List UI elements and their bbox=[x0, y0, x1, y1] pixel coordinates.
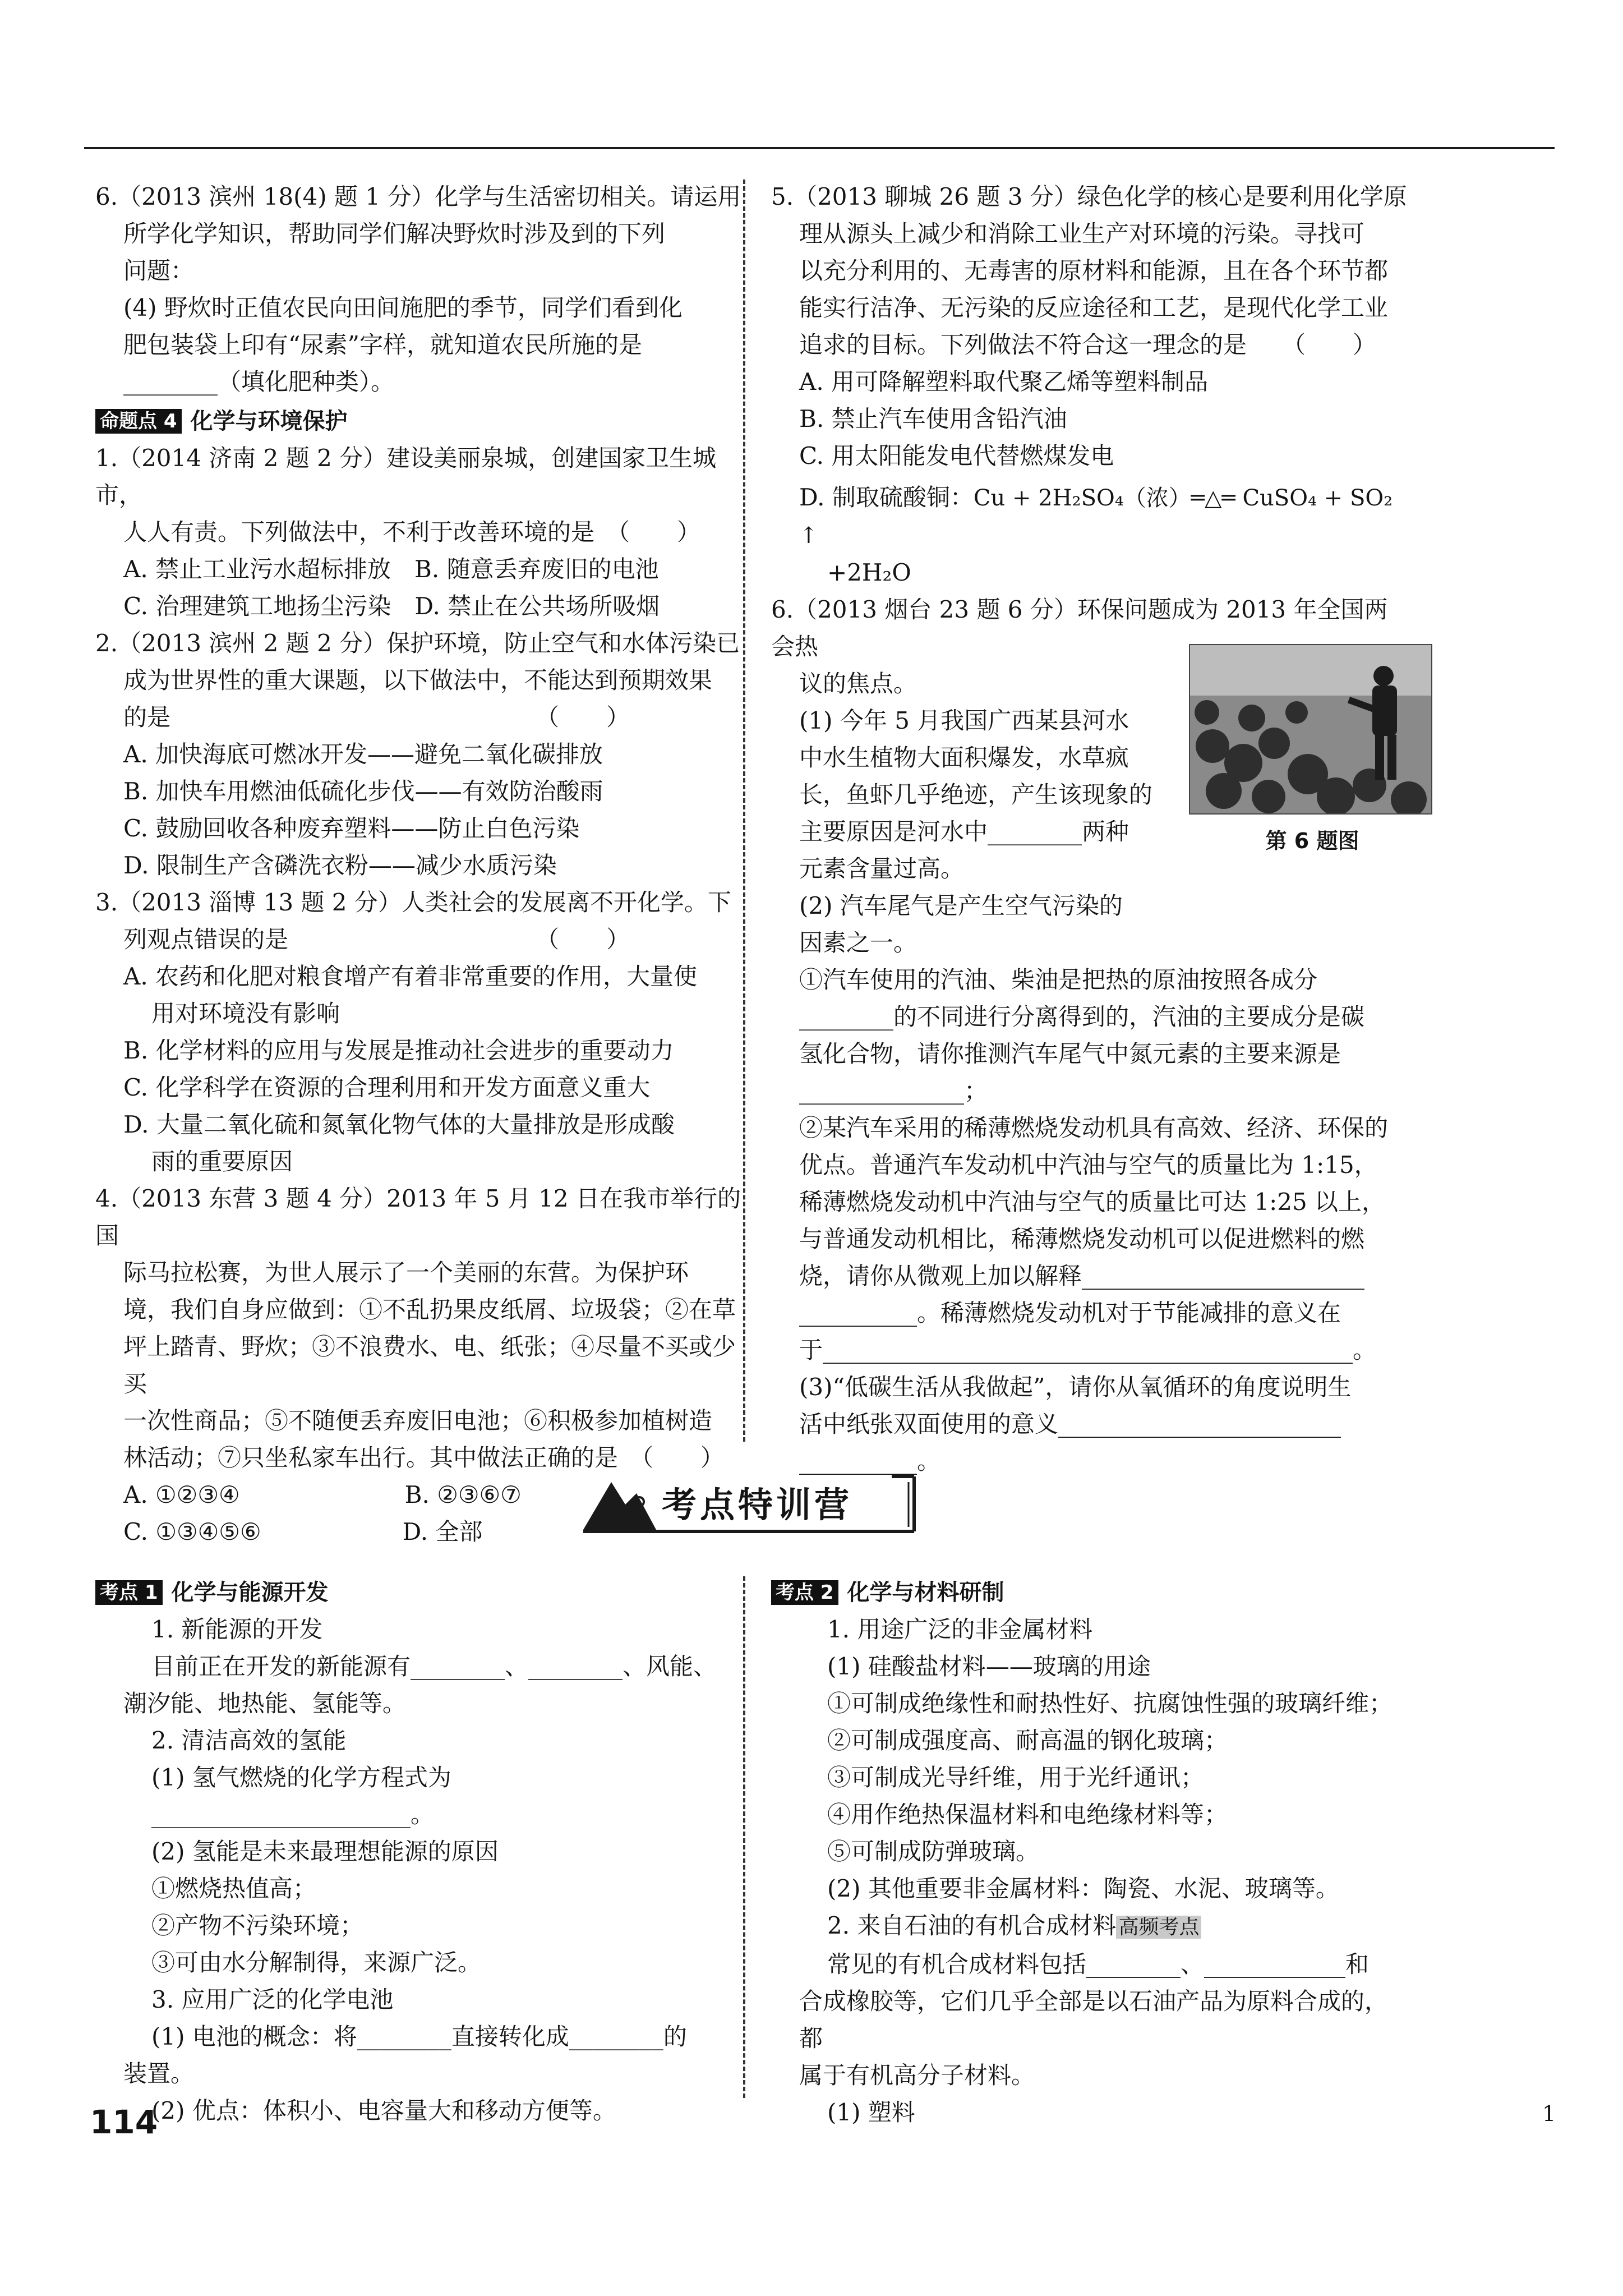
text-line: (2) 氢能是未来最理想能源的原因 bbox=[151, 1838, 499, 1865]
text-line: 长，鱼虾几乎绝迹，产生该现象的 bbox=[799, 781, 1153, 808]
text-line: (3)“低碳生活从我做起”，请你从氧循环的角度说明生 bbox=[799, 1373, 1352, 1401]
text-line: 烧，请你从微观上加以解释________________________ bbox=[799, 1262, 1365, 1290]
text-line: 肥包装袋上印有“尿素”字样，就知道农民所施的是 bbox=[123, 331, 642, 358]
text-line: ______________； bbox=[799, 1077, 988, 1105]
option-d-prefix: D. 制取硫酸铜： bbox=[799, 484, 974, 511]
text-line: 雨的重要原因 bbox=[151, 1148, 293, 1175]
text-line: 以充分利用的、无毒害的原材料和能源，且在各个环节都 bbox=[799, 257, 1389, 284]
text-line: 属于有机高分子材料。 bbox=[799, 2062, 1035, 2089]
text-line: (2) 优点：体积小、电容量大和移动方便等。 bbox=[151, 2097, 616, 2124]
text-line: 2.（2013 滨州 2 题 2 分）保护环境，防止空气和水体污染已 bbox=[95, 629, 740, 657]
text-line: (1) 今年 5 月我国广西某县河水 bbox=[799, 707, 1129, 734]
question-6-body bbox=[771, 961, 1410, 1480]
chemical-equation: Cu + 2H₂SO₄（浓）═△═ CuSO₄ + SO₂ ↑ bbox=[799, 485, 1393, 549]
text-line: 林活动；⑦只坐私家车出行。其中做法正确的是 （ ） bbox=[123, 1444, 725, 1471]
text-line: 装置。 bbox=[123, 2060, 195, 2087]
question-5 bbox=[771, 178, 1410, 475]
text-line: A. 禁止工业污水超标排放 B. 随意丢弃废旧的电池 bbox=[123, 555, 659, 583]
text-line: 于_____________________________________________。 bbox=[799, 1336, 1377, 1364]
text-line: C. 鼓励回收各种废弃塑料——防止白色污染 bbox=[123, 815, 580, 842]
left-column bbox=[95, 178, 746, 1550]
text-line: 3. 应用广泛的化学电池 bbox=[151, 1986, 394, 2013]
text-line: ②产物不污染环境； bbox=[151, 1912, 364, 1939]
high-frequency-badge: 高频考点 bbox=[1116, 1916, 1201, 1939]
text-line: ⑤可制成防弹玻璃。 bbox=[827, 1838, 1040, 1865]
text-line: 活中纸张双面使用的意义________________________ bbox=[799, 1410, 1341, 1438]
river-photo bbox=[1189, 644, 1432, 815]
kaodian-2-body-a bbox=[771, 1611, 1410, 1907]
text-line: A. 加快海底可燃冰开发——避免二氧化碳排放 bbox=[123, 740, 603, 768]
figure-caption: 第 6 题图 bbox=[1265, 829, 1359, 853]
kaodian-1-column bbox=[95, 1574, 729, 2129]
text-line: ④用作绝热保温材料和电绝缘材料等； bbox=[827, 1801, 1228, 1828]
question-5-option-d bbox=[771, 479, 1410, 554]
text-line: 追求的目标。下列做法不符合这一理念的是 （ ） bbox=[799, 331, 1377, 358]
questions-1-4 bbox=[95, 440, 746, 1550]
text-line: 所学化学知识，帮助同学们解决野炊时涉及到的下列 bbox=[123, 220, 666, 247]
column-divider-bottom bbox=[743, 1576, 745, 2098]
text-line: 人人有责。下列做法中，不利于改善环境的是 （ ） bbox=[123, 518, 701, 546]
photo-image bbox=[1190, 645, 1431, 813]
text-line: C. 用太阳能发电代替燃煤发电 bbox=[799, 442, 1114, 470]
text-line: B. 禁止汽车使用含铅汽油 bbox=[799, 405, 1067, 432]
text-line: C. 化学科学在资源的合理利用和开发方面意义重大 bbox=[123, 1074, 651, 1101]
kaodian-1-tag: 考点 1 bbox=[95, 1580, 163, 1605]
text-line: C. ①③④⑤⑥ D. 全部 bbox=[123, 1518, 483, 1545]
kaodian-2-header bbox=[771, 1574, 1410, 1611]
text-line: __________。 bbox=[799, 1447, 941, 1475]
text-line: ①可制成绝缘性和耐热性好、抗腐蚀性强的玻璃纤维； bbox=[827, 1690, 1393, 1717]
section-header-4 bbox=[95, 403, 746, 440]
text-line: D. 大量二氧化硫和氮氧化物气体的大量排放是形成酸 bbox=[123, 1111, 675, 1138]
text-line: 5.（2013 聊城 26 题 3 分）绿色化学的核心是要利用化学原 bbox=[771, 183, 1407, 210]
kaodian-1-body bbox=[95, 1611, 729, 2129]
text-line: (1) 电池的概念：将________直接转化成________的 bbox=[151, 2023, 687, 2050]
text-line: ①汽车使用的汽油、柴油是把热的原油按照各成分 bbox=[799, 966, 1318, 993]
text-line: __________。稀薄燃烧发动机对于节能减排的意义在 bbox=[799, 1299, 1341, 1327]
text-line: 优点。普通汽车发动机中汽油与空气的质量比为 1:15， bbox=[799, 1151, 1378, 1179]
text-line: A. 农药和化肥对粮食增产有着非常重要的作用，大量使 bbox=[123, 963, 698, 990]
text-line: 理从源头上减少和消除工业生产对环境的污染。寻找可 bbox=[799, 220, 1365, 247]
question-6-top bbox=[95, 178, 746, 401]
text-line: (1) 氢气燃烧的化学方程式为______________________。 bbox=[151, 1764, 451, 1828]
kaodian-2-title: 化学与材料研制 bbox=[847, 1580, 1004, 1605]
text-line: 列观点错误的是 （ ） bbox=[123, 926, 630, 953]
text-line: 成为世界性的重大课题，以下做法中，不能达到预期效果 bbox=[123, 666, 713, 694]
corner-number: 1 bbox=[1542, 2101, 1556, 2126]
text-line: D. 限制生产含磷洗衣粉——减少水质污染 bbox=[123, 852, 557, 879]
text-line: 与普通发动机相比，稀薄燃烧发动机可以促进燃料的燃 bbox=[799, 1225, 1365, 1253]
text-line: 用对环境没有影响 bbox=[151, 1000, 340, 1027]
kaodian-2-tag: 考点 2 bbox=[771, 1580, 838, 1605]
text-line: ③可由水分解制得，来源广泛。 bbox=[151, 1949, 482, 1976]
text-line: ②可制成强度高、耐高温的钢化玻璃； bbox=[827, 1727, 1228, 1754]
text-line: (2) 其他重要非金属材料：陶瓷、水泥、玻璃等。 bbox=[827, 1875, 1339, 1902]
kaodian-2-column bbox=[771, 1574, 1410, 2131]
text-line: B. 加快车用燃油低硫化步伐——有效防治酸雨 bbox=[123, 777, 603, 805]
kaodian-2-subheading bbox=[771, 1907, 1410, 1946]
subheading-text: 2. 来自石油的有机合成材料 bbox=[827, 1912, 1117, 1939]
text-line: 3.（2013 淄博 13 题 2 分）人类社会的发展离不开化学。下 bbox=[95, 889, 731, 916]
section-banner bbox=[578, 1471, 925, 1538]
text-line: 常见的有机合成材料包括________、____________和 bbox=[827, 1950, 1370, 1978]
text-line: 1. 用途广泛的非金属材料 bbox=[827, 1616, 1093, 1643]
text-line: 氢化合物，请你推测汽车尾气中氮元素的主要来源是 bbox=[799, 1040, 1341, 1068]
text-line: 6.（2013 滨州 18(4) 题 1 分）化学与生活密切相关。请运用 bbox=[95, 183, 741, 210]
text-line: 问题： bbox=[123, 257, 195, 284]
text-line: 因素之一。 bbox=[799, 929, 917, 956]
text-line: ________（填化肥种类）。 bbox=[123, 368, 395, 395]
header-rule bbox=[84, 147, 1555, 149]
text-line: 际马拉松赛，为世人展示了一个美丽的东营。为保护环 bbox=[123, 1259, 689, 1286]
text-line: 6.（2013 烟台 23 题 6 分）环保问题成为 2013 年全国两会热 bbox=[771, 596, 1388, 660]
kaodian-1-title: 化学与能源开发 bbox=[171, 1580, 329, 1605]
section-tag: 命题点 4 bbox=[95, 409, 182, 434]
banner-title: 考点特训营 bbox=[662, 1484, 853, 1525]
text-line: 合成橡胶等，它们几乎全部是以石油产品为原料合成的，都 bbox=[799, 1987, 1389, 2052]
text-line: 中水生植物大面积爆发，水草疯 bbox=[799, 744, 1129, 771]
text-line: 一次性商品；⑤不随便丢弃废旧电池；⑥积极参加植树造 bbox=[123, 1407, 713, 1434]
text-line: B. 化学材料的应用与发展是推动社会进步的重要动力 bbox=[123, 1037, 674, 1064]
text-line: (1) 塑料 bbox=[827, 2099, 915, 2126]
text-line: 2. 清洁高效的氢能 bbox=[151, 1727, 347, 1754]
text-line: (1) 硅酸盐材料——玻璃的用途 bbox=[827, 1653, 1151, 1680]
text-line: 坪上踏青、野炊；③不浪费水、电、纸张；④尽量不买或少买 bbox=[123, 1333, 736, 1397]
text-line: 稀薄燃烧发动机中汽油与空气的质量比可达 1:25 以上， bbox=[799, 1188, 1386, 1216]
text-line: 主要原因是河水中________两种 bbox=[799, 818, 1129, 845]
text-line: ③可制成光导纤维，用于光纤通讯； bbox=[827, 1764, 1205, 1791]
text-line: 1. 新能源的开发 bbox=[151, 1616, 323, 1643]
text-line: ________的不同进行分离得到的，汽油的主要成分是碳 bbox=[799, 1003, 1365, 1030]
text-line: ①燃烧热值高； bbox=[151, 1875, 317, 1902]
equation-continuation: +2H₂O bbox=[827, 559, 911, 586]
text-line: 1.（2014 济南 2 题 2 分）建设美丽泉城，创建国家卫生城市， bbox=[95, 444, 717, 509]
text-line: C. 治理建筑工地扬尘污染 D. 禁止在公共场所吸烟 bbox=[123, 592, 660, 620]
text-line: 目前正在开发的新能源有________、________、风能、 bbox=[151, 1653, 717, 1680]
question-6-side-text bbox=[771, 702, 1192, 961]
kaodian-2-body-b bbox=[771, 1946, 1410, 2131]
kaodian-1-header bbox=[95, 1574, 729, 1611]
text-line: 的是 （ ） bbox=[123, 703, 630, 731]
page-number: 114 bbox=[90, 2103, 158, 2141]
text-line: (4) 野炊时正值农民向田间施肥的季节，同学们看到化 bbox=[123, 294, 683, 321]
text-line: A. 用可降解塑料取代聚乙烯等塑料制品 bbox=[799, 368, 1209, 395]
text-line: 4.（2013 东营 3 题 4 分）2013 年 5 月 12 日在我市举行的国 bbox=[95, 1185, 741, 1249]
column-divider-top bbox=[743, 180, 745, 1442]
text-line: ②某汽车采用的稀薄燃烧发动机具有高效、经济、环保的 bbox=[799, 1114, 1389, 1142]
text-line: 议的焦点。 bbox=[799, 670, 917, 697]
text-line: 元素含量过高。 bbox=[799, 855, 965, 882]
section-title: 化学与环境保护 bbox=[190, 408, 348, 434]
text-line: 潮汐能、地热能、氢能等。 bbox=[123, 1690, 407, 1717]
text-line: 能实行洁净、无污染的反应途径和工艺，是现代化学工业 bbox=[799, 294, 1389, 321]
text-line: A. ①②③④ B. ②③⑥⑦ bbox=[123, 1481, 522, 1508]
text-line: 境，我们自身应做到：①不乱扔果皮纸屑、垃圾袋；②在草 bbox=[123, 1296, 736, 1323]
text-line: (2) 汽车尾气是产生空气污染的 bbox=[799, 892, 1123, 919]
